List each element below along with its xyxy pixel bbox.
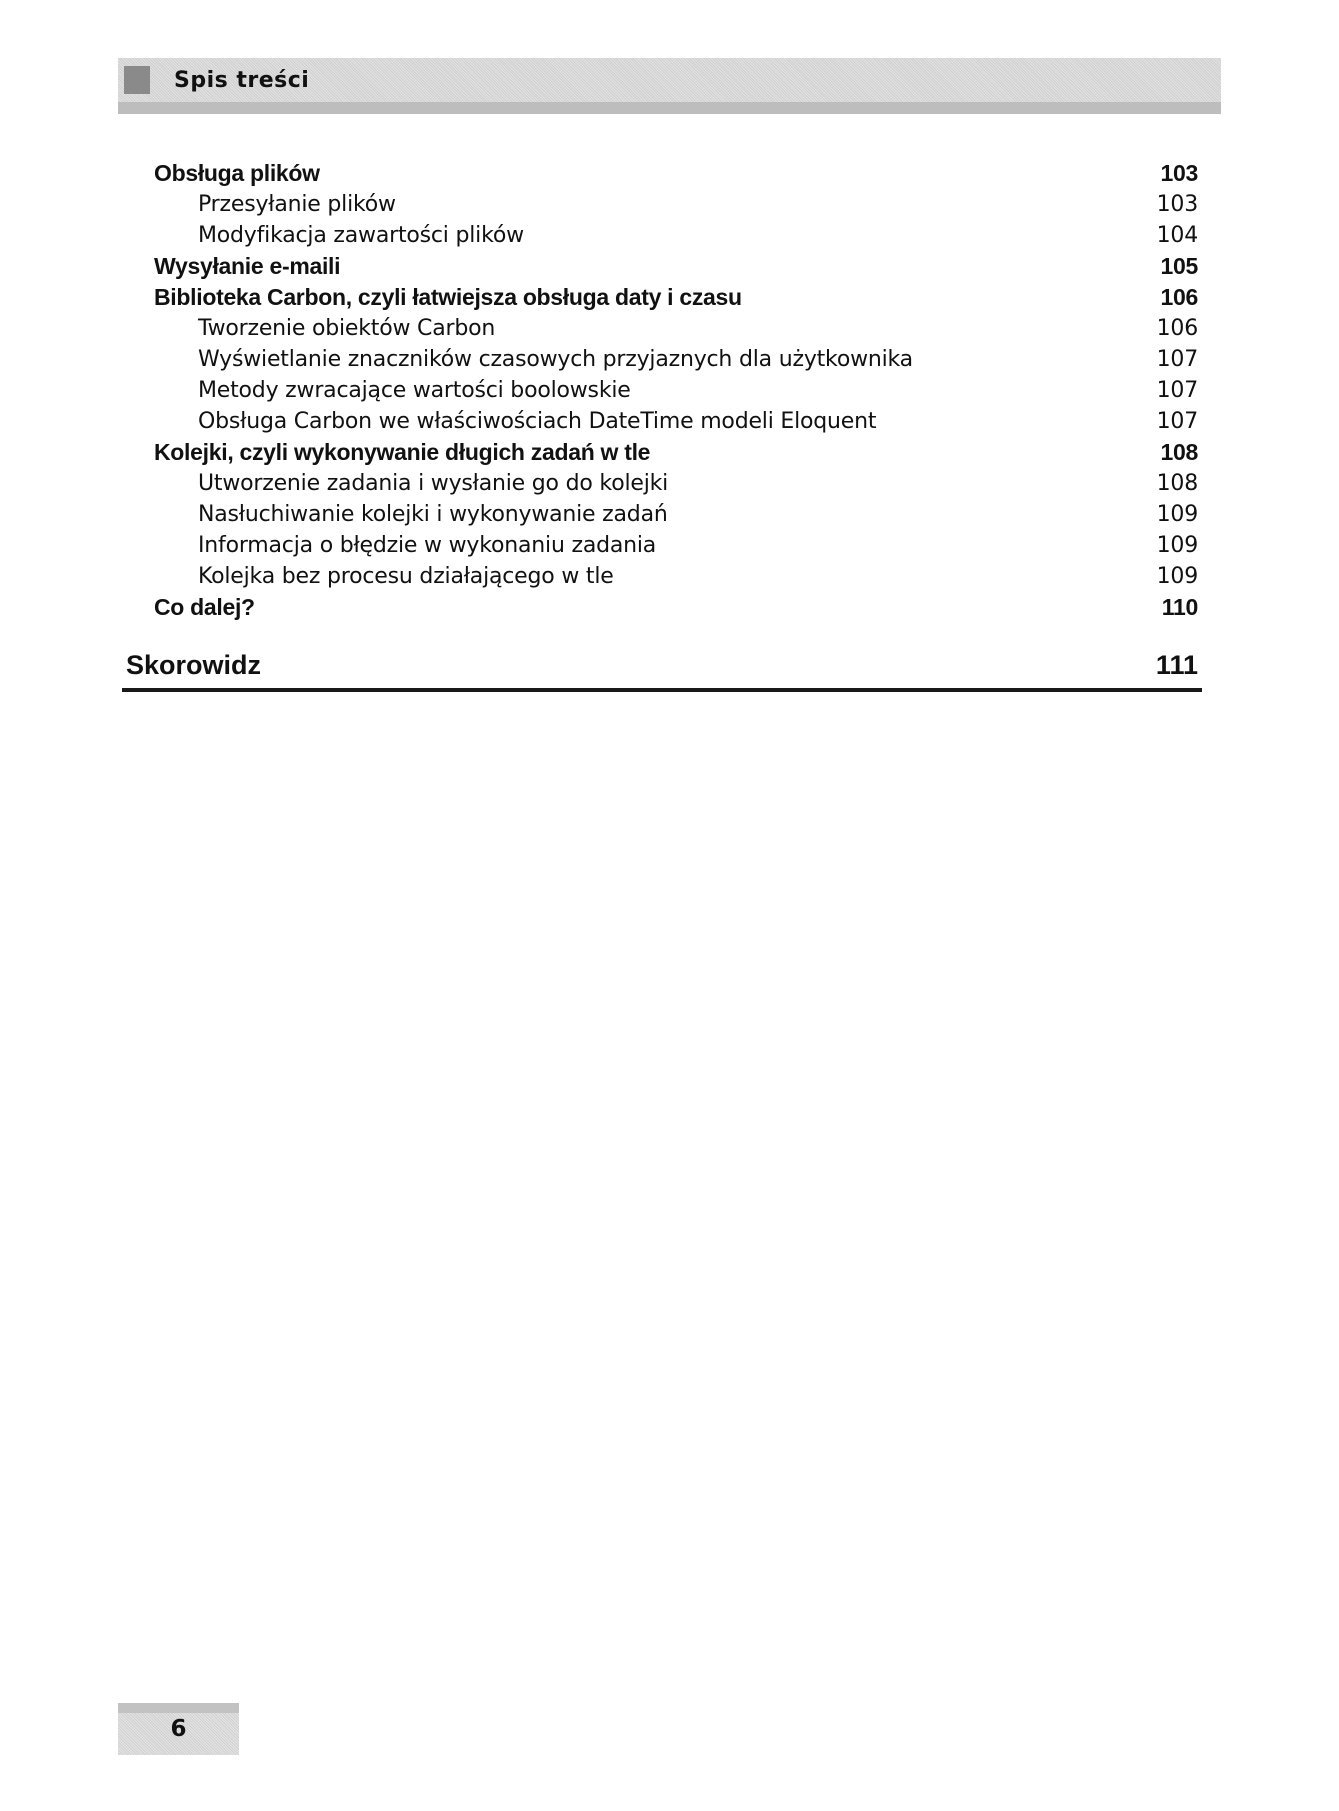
toc-entry-title: Utworzenie zadania i wysłanie go do kolejki — [198, 471, 669, 496]
toc-subsection-entry — [154, 530, 1198, 561]
toc-entry-page: 109 — [1156, 533, 1198, 558]
header-marker — [124, 66, 150, 94]
toc-section-entry — [154, 282, 1198, 313]
running-header-title: Spis treści — [174, 68, 310, 93]
chapter-rule — [122, 688, 1202, 692]
toc-entry-page: 109 — [1156, 502, 1198, 527]
toc-entry-title: Obsługa plików — [154, 160, 320, 186]
toc-entry-page: 103 — [1160, 160, 1198, 186]
toc-entry-title: Obsługa Carbon we właściwościach DateTime modeli Eloquent — [198, 409, 877, 434]
toc-entry-title: Biblioteka Carbon, czyli łatwiejsza obsługa daty i czasu — [154, 284, 742, 310]
table-of-contents — [154, 158, 1198, 623]
toc-section-entry — [154, 437, 1198, 468]
toc-entry-page: 107 — [1156, 409, 1198, 434]
toc-entry-title: Kolejki, czyli wykonywanie długich zadań w tle — [154, 439, 651, 465]
toc-subsection-entry — [154, 499, 1198, 530]
toc-entry-page: 107 — [1156, 347, 1198, 372]
page-number: 6 — [170, 1716, 187, 1742]
toc-entry-title: Wysyłanie e-maili — [154, 253, 341, 279]
toc-entry-title: Nasłuchiwanie kolejki i wykonywanie zadań — [198, 502, 668, 527]
toc-entry-page: 108 — [1160, 439, 1198, 465]
toc-subsection-entry — [154, 561, 1198, 592]
toc-entry-page: 106 — [1160, 284, 1198, 310]
toc-entry-title: Modyfikacja zawartości plików — [198, 223, 524, 248]
toc-section-entry — [154, 592, 1198, 623]
toc-entry-title: Przesyłanie plików — [198, 192, 396, 217]
toc-entry-page: 105 — [1160, 253, 1198, 279]
toc-entry-page: 106 — [1156, 316, 1198, 341]
toc-entry-title: Co dalej? — [154, 594, 255, 620]
toc-subsection-entry — [154, 375, 1198, 406]
toc-entry-page: 107 — [1156, 378, 1198, 403]
folio-box-strip — [118, 1703, 239, 1713]
toc-subsection-entry — [154, 313, 1198, 344]
toc-section-entry — [154, 158, 1198, 189]
chapter-title: Skorowidz — [126, 650, 262, 680]
toc-subsection-entry — [154, 406, 1198, 437]
toc-entry-title: Kolejka bez procesu działającego w tle — [198, 564, 614, 589]
toc-subsection-entry — [154, 344, 1198, 375]
toc-entry-page: 109 — [1156, 564, 1198, 589]
toc-subsection-entry — [154, 468, 1198, 499]
toc-entry-page: 104 — [1156, 223, 1198, 248]
toc-section-entry — [154, 251, 1198, 282]
toc-entry-page: 108 — [1156, 471, 1198, 496]
toc-entry-title: Tworzenie obiektów Carbon — [198, 316, 496, 341]
toc-entry-title: Informacja o błędzie w wykonaniu zadania — [198, 533, 657, 558]
toc-entry-page: 103 — [1156, 192, 1198, 217]
toc-subsection-entry — [154, 220, 1198, 251]
toc-entry-title: Metody zwracające wartości boolowskie — [198, 378, 631, 403]
running-header-strip — [118, 102, 1221, 114]
chapter-page-number: 111 — [1155, 650, 1198, 680]
toc-entry-page: 110 — [1161, 594, 1198, 620]
toc-subsection-entry — [154, 189, 1198, 220]
chapter-entry — [126, 650, 1198, 681]
toc-entry-title: Wyświetlanie znaczników czasowych przyjaznych dla użytkownika — [198, 347, 913, 372]
